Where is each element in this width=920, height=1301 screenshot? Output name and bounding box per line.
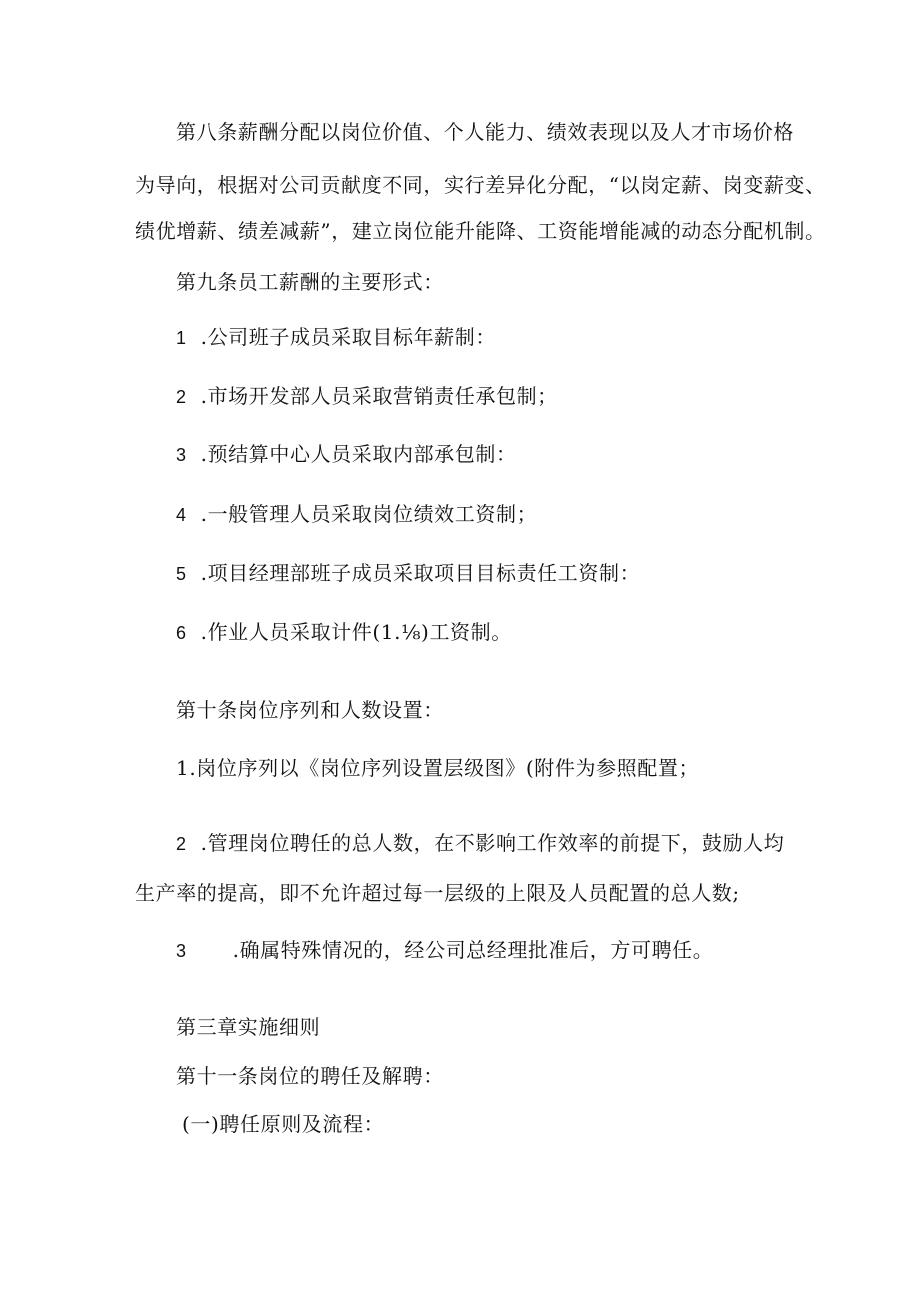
item-number: 2 (176, 387, 187, 407)
item-number: 6 (176, 623, 187, 643)
article-9-item-3 (176, 442, 517, 467)
item-number: 3 (176, 445, 187, 465)
item-number: 3 (176, 941, 187, 961)
article-8-line-1: 第八条薪酬分配以岗位价值、个人能力、绩效表现以及人才市场价格 (176, 120, 794, 144)
subsection-1-heading: (一)聘任原则及流程： (182, 1112, 385, 1136)
item-text: .预结算中心人员采取内部承包制： (200, 442, 517, 466)
chapter-3-heading: 第三章实施细则 (176, 1015, 321, 1039)
article-9-item-6 (176, 620, 512, 645)
article-10-item-3 (176, 938, 713, 963)
item-text: .项目经理部班子成员采取项目目标责任工资制： (200, 561, 641, 585)
article-10-item-2-line-2: 生产率的提高，即不允许超过每一层级的上限及人员配置的总人数; (135, 881, 740, 905)
article-11-heading: 第十一条岗位的聘任及解聘： (176, 1064, 444, 1088)
article-10-item-2-line-1 (176, 831, 784, 856)
article-8-line-2: 为导向，根据对公司贡献度不同，实行差异化分配，“以岗定薪、岗变薪变、 (135, 173, 826, 197)
article-9-item-2 (176, 384, 558, 409)
item-text: .公司班子成员采取目标年薪制： (200, 325, 496, 349)
item-number: 1 (176, 328, 187, 348)
item-text: .作业人员采取计件(1.⅛)工资制。 (200, 620, 512, 644)
article-9-item-4 (176, 502, 537, 527)
article-9-item-1 (176, 325, 496, 350)
item-text: .市场开发部人员采取营销责任承包制； (200, 384, 558, 408)
article-9-item-5 (176, 561, 640, 586)
item-text: .一般管理人员采取岗位绩效工资制； (200, 502, 538, 526)
item-number: 2 (176, 834, 187, 854)
article-10-item-1: 1.岗位序列以《岗位序列设置层级图》(附件为参照配置； (176, 756, 700, 780)
item-text: .管理岗位聘任的总人数，在不影响工作效率的前提下，鼓励人均 (200, 831, 785, 855)
item-number: 5 (176, 564, 187, 584)
article-8-line-3: 绩优增薪、绩差减薪”，建立岗位能升能降、工资能增能减的动态分配机制。 (135, 219, 826, 243)
item-number: 4 (176, 505, 187, 525)
article-9-heading: 第九条员工薪酬的主要形式： (176, 270, 444, 294)
item-text: .确属特殊情况的，经公司总经理批准后，方可聘任。 (232, 938, 714, 962)
article-10-heading: 第十条岗位序列和人数设置： (176, 698, 444, 722)
